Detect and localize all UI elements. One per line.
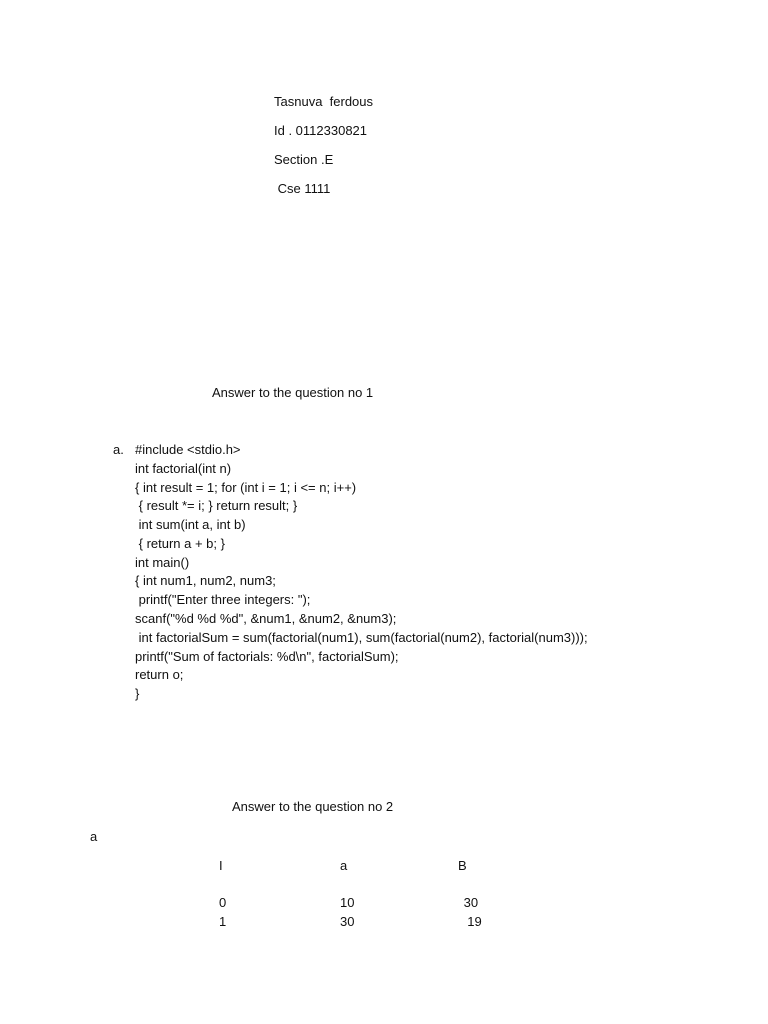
- table-cell: 1: [219, 914, 227, 929]
- code-line: }: [135, 686, 140, 701]
- code-line: return o;: [135, 667, 184, 682]
- table-header-cell: I: [219, 858, 223, 873]
- table-cell: 10: [340, 895, 355, 910]
- table-header-cell: a: [340, 858, 348, 873]
- code-line: { result *= i; } return result; }: [135, 498, 298, 513]
- code-line: int sum(int a, int b): [135, 517, 246, 532]
- question-2-title: Answer to the question no 2: [232, 799, 394, 814]
- code-line: int main(): [135, 555, 190, 570]
- question-1-title: Answer to the question no 1: [212, 385, 374, 400]
- code-line: #include <stdio.h>: [135, 442, 241, 457]
- question-2-list-marker: a: [90, 829, 98, 844]
- code-line: { int num1, num2, num3;: [135, 573, 276, 588]
- code-line: { int result = 1; for (int i = 1; i <= n; i++): [135, 480, 357, 495]
- code-line: scanf("%d %d %d", &num1, &num2, &num3);: [135, 611, 397, 626]
- table-cell: 30: [460, 895, 479, 910]
- student-name: Tasnuva ferdous: [274, 94, 374, 109]
- table-cell: 30: [340, 914, 355, 929]
- code-line: int factorial(int n): [135, 461, 232, 476]
- table-cell: 0: [219, 895, 227, 910]
- table-header-cell: B: [458, 858, 467, 873]
- question-1-list-marker: a.: [113, 442, 124, 457]
- code-line: printf("Sum of factorials: %d\n", factorialSum);: [135, 649, 399, 664]
- code-line: int factorialSum = sum(factorial(num1), sum(factorial(num2), factorial(num3)));: [135, 630, 588, 645]
- student-id: Id . 0112330821: [274, 123, 368, 138]
- student-section: Section .E: [274, 152, 334, 167]
- table-cell: 19: [460, 914, 482, 929]
- code-line: printf("Enter three integers: ");: [135, 592, 311, 607]
- course-code: Cse 1111: [274, 181, 331, 196]
- code-line: { return a + b; }: [135, 536, 225, 551]
